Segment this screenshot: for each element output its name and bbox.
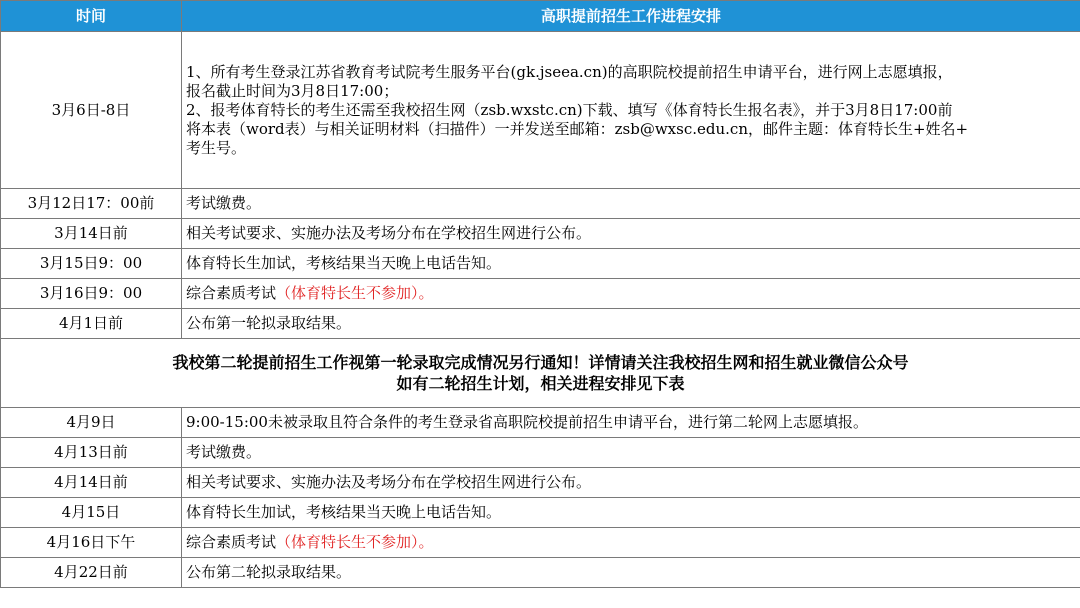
time-cell: 3月14日前	[1, 219, 182, 249]
time-cell: 4月22日前	[1, 558, 182, 588]
content-cell: 公布第二轮拟录取结果。	[182, 558, 1080, 588]
table-header-row	[1, 1, 1080, 32]
content-line: 报名截止时间为3月8日17:00；	[186, 81, 399, 100]
table-row	[1, 249, 1080, 279]
table-row	[1, 438, 1080, 468]
content-cell: 相关考试要求、实施办法及考场分布在学校招生网进行公布。	[182, 219, 1080, 249]
content-line: 考生号。	[186, 138, 247, 157]
table-row	[1, 408, 1080, 438]
table-row	[1, 498, 1080, 528]
highlight-note: （体育特长生不参加）。	[276, 284, 434, 302]
content-line: 2、报考体育特长的考生还需至我校招生网（zsb.wxstc.cn)下载、填写《体育特长生报名表》，并于3月8日17:00前	[186, 100, 953, 119]
content-cell: 相关考试要求、实施办法及考场分布在学校招生网进行公布。	[182, 468, 1080, 498]
content-cell	[182, 279, 1080, 309]
content-cell: 9:00-15:00未被录取且符合条件的考生登录省高职院校提前招生申请平台，进行第二轮网上志愿填报。	[182, 408, 1080, 438]
content-cell: 考试缴费。	[182, 189, 1080, 219]
notice-line: 如有二轮招生计划，相关进程安排见下表	[396, 374, 685, 393]
time-cell: 3月15日9：00	[1, 249, 182, 279]
content-cell: 体育特长生加试，考核结果当天晚上电话告知。	[182, 249, 1080, 279]
time-cell: 3月12日17：00前	[1, 189, 182, 219]
table-row	[1, 189, 1080, 219]
highlight-note: （体育特长生不参加）。	[276, 533, 434, 551]
time-cell: 3月16日9：00	[1, 279, 182, 309]
time-column-header: 时间	[1, 1, 182, 32]
time-cell: 4月13日前	[1, 438, 182, 468]
content-text: 综合素质考试	[186, 533, 277, 551]
table-row	[1, 309, 1080, 339]
notice-cell	[1, 339, 1080, 408]
time-cell: 4月16日下午	[1, 528, 182, 558]
content-line: 1、所有考生登录江苏省教育考试院考生服务平台(gk.jseea.cn)的高职院校提前招生申请平台，进行网上志愿填报，	[186, 62, 953, 81]
table-row	[1, 219, 1080, 249]
table-row	[1, 528, 1080, 558]
table-row	[1, 32, 1080, 189]
content-cell: 考试缴费。	[182, 438, 1080, 468]
content-text: 综合素质考试	[186, 284, 277, 302]
table-row	[1, 558, 1080, 588]
content-cell	[182, 528, 1080, 558]
notice-line: 我校第二轮提前招生工作视第一轮录取完成情况另行通知！详情请关注我校招生网和招生就业微信公众号	[172, 353, 909, 372]
time-cell: 3月6日-8日	[1, 32, 182, 189]
table-row	[1, 468, 1080, 498]
time-cell: 4月15日	[1, 498, 182, 528]
content-cell: 体育特长生加试，考核结果当天晚上电话告知。	[182, 498, 1080, 528]
time-cell: 4月1日前	[1, 309, 182, 339]
schedule-title-header: 高职提前招生工作进程安排	[182, 1, 1080, 32]
notice-row	[1, 339, 1080, 408]
table-row	[1, 279, 1080, 309]
content-cell: 公布第一轮拟录取结果。	[182, 309, 1080, 339]
time-cell: 4月14日前	[1, 468, 182, 498]
time-cell: 4月9日	[1, 408, 182, 438]
content-cell	[182, 32, 1080, 189]
content-line: 将本表（word表）与相关证明材料（扫描件）一并发送至邮箱：zsb@wxsc.edu.cn，邮件主题：体育特长生+姓名+	[186, 119, 969, 138]
